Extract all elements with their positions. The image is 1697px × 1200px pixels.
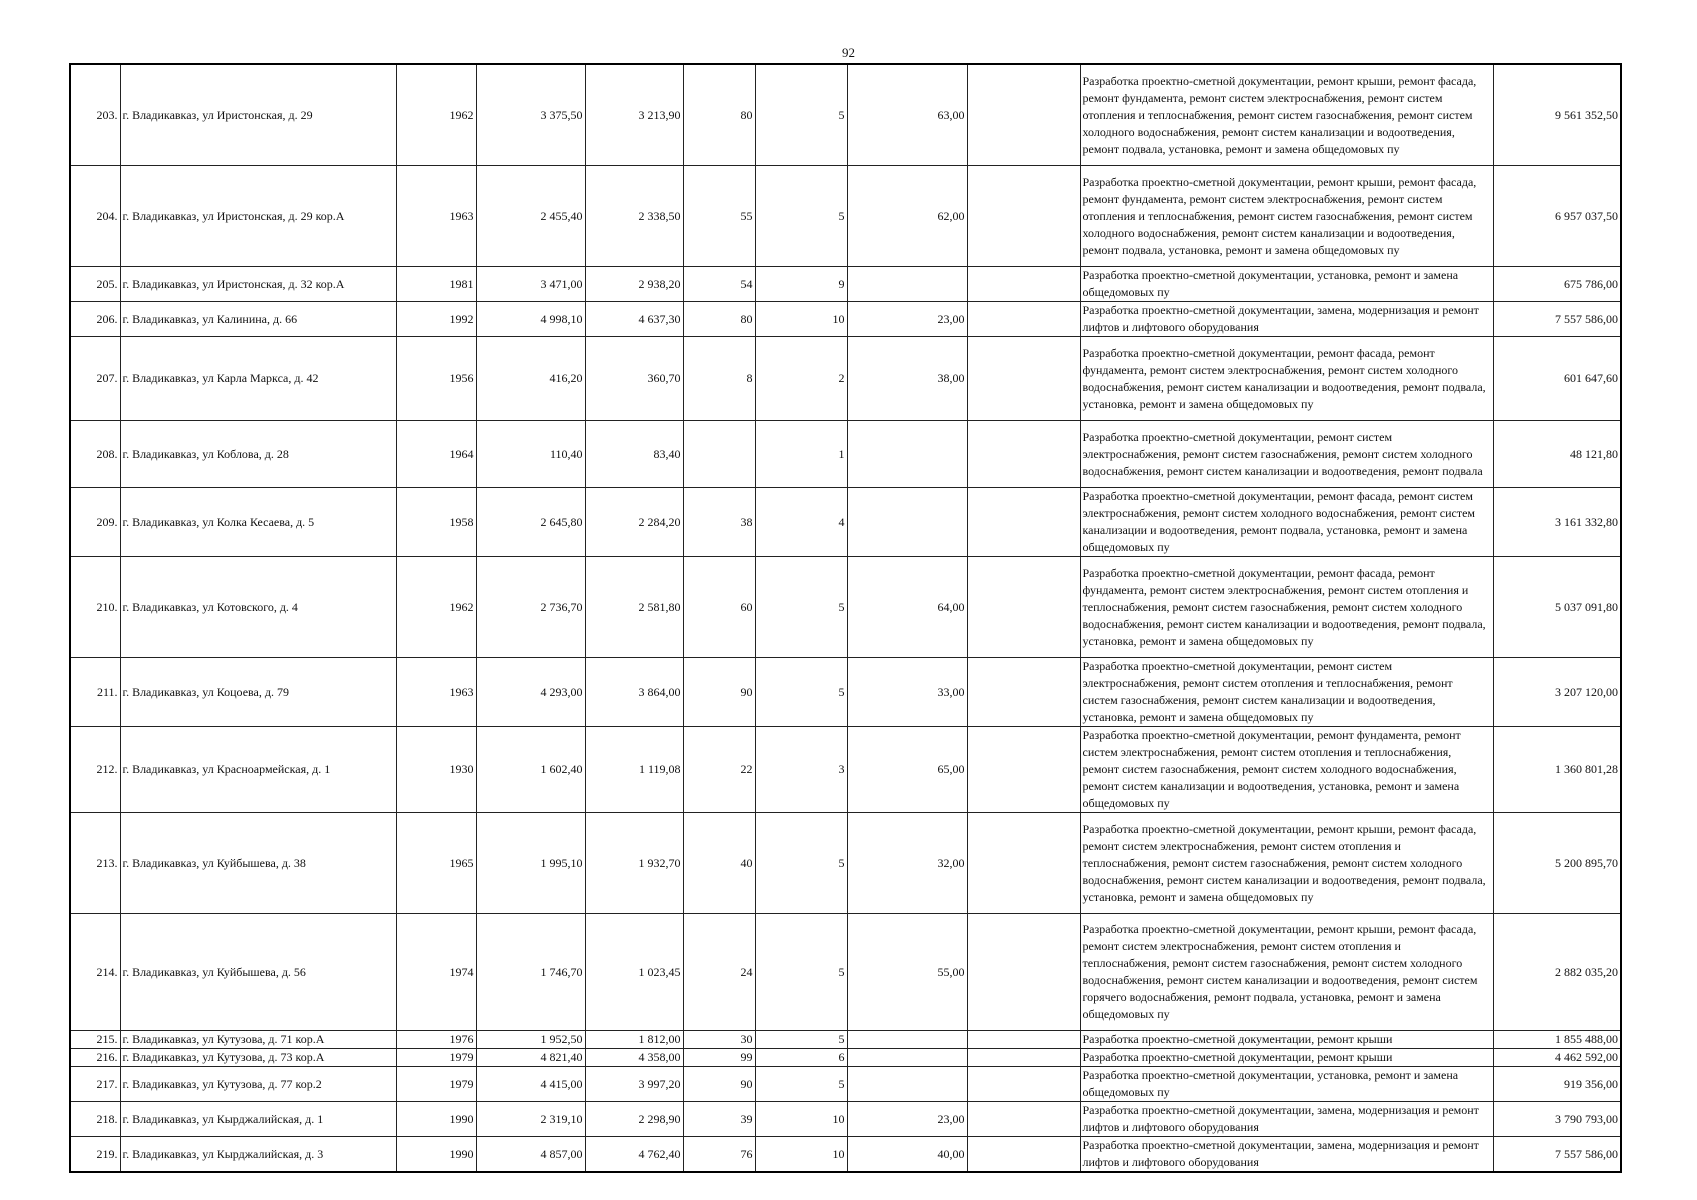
wear-cell: 32,00	[847, 813, 967, 914]
works-cell: Разработка проектно-сметной документации, установка, ремонт и замена общедомовых пу	[1080, 1067, 1493, 1102]
floors-cell: 6	[755, 1049, 847, 1067]
residents-cell: 55	[683, 166, 755, 267]
extra-cell	[967, 337, 1080, 421]
address-cell: г. Владикавказ, ул Красноармейская, д. 1	[120, 727, 396, 813]
table-row	[70, 1102, 1621, 1137]
address-cell: г. Владикавказ, ул Котовского, д. 4	[120, 557, 396, 658]
floors-cell: 5	[755, 557, 847, 658]
extra-cell	[967, 267, 1080, 302]
extra-cell	[967, 64, 1080, 166]
living-area-cell: 3 997,20	[585, 1067, 683, 1102]
row-number: 215.	[70, 1031, 120, 1049]
wear-cell	[847, 1049, 967, 1067]
table-row	[70, 421, 1621, 488]
extra-cell	[967, 1102, 1080, 1137]
living-area-cell: 2 338,50	[585, 166, 683, 267]
address-cell: г. Владикавказ, ул Куйбышева, д. 38	[120, 813, 396, 914]
table-row	[70, 302, 1621, 337]
floors-cell: 9	[755, 267, 847, 302]
extra-cell	[967, 1049, 1080, 1067]
cost-cell: 1 360 801,28	[1493, 727, 1621, 813]
cost-cell: 5 200 895,70	[1493, 813, 1621, 914]
year-cell: 1979	[396, 1067, 476, 1102]
year-cell: 1992	[396, 302, 476, 337]
floors-cell: 1	[755, 421, 847, 488]
works-cell: Разработка проектно-сметной документации, ремонт крыши, ремонт фасада, ремонт фундамента, ремонт систем электроснабжения, ремонт систем отопления и теплоснабжения, ремонт систем газоснабжения, ремонт систем холодного водоснабжения, ремонт систем канализации и водоотведения, ремонт подвала, установка, ремонт и замена общедомовых пу	[1080, 64, 1493, 166]
cost-cell: 1 855 488,00	[1493, 1031, 1621, 1049]
total-area-cell: 4 857,00	[476, 1137, 585, 1173]
year-cell: 1976	[396, 1031, 476, 1049]
wear-cell: 64,00	[847, 557, 967, 658]
year-cell: 1990	[396, 1102, 476, 1137]
extra-cell	[967, 658, 1080, 727]
total-area-cell: 2 645,80	[476, 488, 585, 557]
table-row	[70, 1049, 1621, 1067]
cost-cell: 919 356,00	[1493, 1067, 1621, 1102]
cost-cell: 675 786,00	[1493, 267, 1621, 302]
living-area-cell: 83,40	[585, 421, 683, 488]
year-cell: 1981	[396, 267, 476, 302]
address-cell: г. Владикавказ, ул Кырджалийская, д. 3	[120, 1137, 396, 1173]
extra-cell	[967, 727, 1080, 813]
wear-cell	[847, 488, 967, 557]
table-row	[70, 914, 1621, 1031]
residents-cell	[683, 421, 755, 488]
year-cell: 1958	[396, 488, 476, 557]
wear-cell	[847, 1031, 967, 1049]
residents-cell: 24	[683, 914, 755, 1031]
year-cell: 1930	[396, 727, 476, 813]
living-area-cell: 1 932,70	[585, 813, 683, 914]
total-area-cell: 4 293,00	[476, 658, 585, 727]
works-cell: Разработка проектно-сметной документации, ремонт крыши	[1080, 1031, 1493, 1049]
row-number: 210.	[70, 557, 120, 658]
wear-cell	[847, 421, 967, 488]
living-area-cell: 1 023,45	[585, 914, 683, 1031]
living-area-cell: 2 284,20	[585, 488, 683, 557]
wear-cell: 63,00	[847, 64, 967, 166]
row-number: 217.	[70, 1067, 120, 1102]
wear-cell	[847, 1067, 967, 1102]
living-area-cell: 3 864,00	[585, 658, 683, 727]
total-area-cell: 110,40	[476, 421, 585, 488]
works-cell: Разработка проектно-сметной документации, ремонт систем электроснабжения, ремонт систем отопления и теплоснабжения, ремонт систем газоснабжения, ремонт систем канализации и водоотведения, установка, ремонт и замена общедомовых пу	[1080, 658, 1493, 727]
floors-cell: 5	[755, 64, 847, 166]
table-row	[70, 813, 1621, 914]
floors-cell: 5	[755, 813, 847, 914]
address-cell: г. Владикавказ, ул Иристонская, д. 29	[120, 64, 396, 166]
residents-cell: 80	[683, 302, 755, 337]
residents-cell: 60	[683, 557, 755, 658]
living-area-cell: 2 938,20	[585, 267, 683, 302]
works-cell: Разработка проектно-сметной документации, ремонт фасада, ремонт систем электроснабжения, ремонт систем холодного водоснабжения, ремонт систем канализации и водоотведения, ремонт подвала, установка, ремонт и замена общедомовых пу	[1080, 488, 1493, 557]
living-area-cell: 4 358,00	[585, 1049, 683, 1067]
total-area-cell: 3 471,00	[476, 267, 585, 302]
total-area-cell: 1 952,50	[476, 1031, 585, 1049]
floors-cell: 2	[755, 337, 847, 421]
wear-cell	[847, 267, 967, 302]
address-cell: г. Владикавказ, ул Карла Маркса, д. 42	[120, 337, 396, 421]
cost-cell: 4 462 592,00	[1493, 1049, 1621, 1067]
total-area-cell: 3 375,50	[476, 64, 585, 166]
cost-cell: 2 882 035,20	[1493, 914, 1621, 1031]
residents-cell: 90	[683, 1067, 755, 1102]
housing-repair-table	[69, 63, 1622, 1173]
total-area-cell: 4 998,10	[476, 302, 585, 337]
extra-cell	[967, 421, 1080, 488]
works-cell: Разработка проектно-сметной документации, ремонт фасада, ремонт фундамента, ремонт систем электроснабжения, ремонт систем холодного водоснабжения, ремонт систем канализации и водоотведения, ремонт подвала, установка, ремонт и замена общедомовых пу	[1080, 337, 1493, 421]
year-cell: 1964	[396, 421, 476, 488]
total-area-cell: 2 736,70	[476, 557, 585, 658]
cost-cell: 7 557 586,00	[1493, 302, 1621, 337]
living-area-cell: 2 581,80	[585, 557, 683, 658]
cost-cell: 7 557 586,00	[1493, 1137, 1621, 1173]
total-area-cell: 4 415,00	[476, 1067, 585, 1102]
extra-cell	[967, 488, 1080, 557]
total-area-cell: 2 455,40	[476, 166, 585, 267]
row-number: 204.	[70, 166, 120, 267]
floors-cell: 5	[755, 1067, 847, 1102]
living-area-cell: 1 812,00	[585, 1031, 683, 1049]
extra-cell	[967, 557, 1080, 658]
table-row	[70, 658, 1621, 727]
cost-cell: 5 037 091,80	[1493, 557, 1621, 658]
extra-cell	[967, 914, 1080, 1031]
cost-cell: 3 161 332,80	[1493, 488, 1621, 557]
extra-cell	[967, 813, 1080, 914]
works-cell: Разработка проектно-сметной документации, ремонт крыши, ремонт фасада, ремонт систем электроснабжения, ремонт систем отопления и теплоснабжения, ремонт систем газоснабжения, ремонт систем холодного водоснабжения, ремонт систем канализации и водоотведения, ремонт систем горячего водоснабжения, ремонт подвала, установка, ремонт и замена общедомовых пу	[1080, 914, 1493, 1031]
living-area-cell: 2 298,90	[585, 1102, 683, 1137]
cost-cell: 6 957 037,50	[1493, 166, 1621, 267]
floors-cell: 5	[755, 914, 847, 1031]
residents-cell: 39	[683, 1102, 755, 1137]
cost-cell: 3 207 120,00	[1493, 658, 1621, 727]
year-cell: 1990	[396, 1137, 476, 1173]
extra-cell	[967, 1067, 1080, 1102]
floors-cell: 5	[755, 1031, 847, 1049]
year-cell: 1956	[396, 337, 476, 421]
works-cell: Разработка проектно-сметной документации, ремонт крыши, ремонт фасада, ремонт систем электроснабжения, ремонт систем отопления и теплоснабжения, ремонт систем газоснабжения, ремонт систем холодного водоснабжения, ремонт систем канализации и водоотведения, ремонт подвала, установка, ремонт и замена общедомовых пу	[1080, 813, 1493, 914]
address-cell: г. Владикавказ, ул Кутузова, д. 71 кор.А	[120, 1031, 396, 1049]
row-number: 207.	[70, 337, 120, 421]
total-area-cell: 2 319,10	[476, 1102, 585, 1137]
residents-cell: 54	[683, 267, 755, 302]
living-area-cell: 4 762,40	[585, 1137, 683, 1173]
works-cell: Разработка проектно-сметной документации, ремонт систем электроснабжения, ремонт систем газоснабжения, ремонт систем холодного водоснабжения, ремонт систем канализации и водоотведения, ремонт подвала	[1080, 421, 1493, 488]
cost-cell: 601 647,60	[1493, 337, 1621, 421]
living-area-cell: 4 637,30	[585, 302, 683, 337]
wear-cell: 62,00	[847, 166, 967, 267]
year-cell: 1974	[396, 914, 476, 1031]
works-cell: Разработка проектно-сметной документации, замена, модернизация и ремонт лифтов и лифтового оборудования	[1080, 302, 1493, 337]
table-row	[70, 337, 1621, 421]
address-cell: г. Владикавказ, ул Кутузова, д. 73 кор.А	[120, 1049, 396, 1067]
row-number: 216.	[70, 1049, 120, 1067]
address-cell: г. Владикавказ, ул Иристонская, д. 32 кор.А	[120, 267, 396, 302]
table-row	[70, 488, 1621, 557]
floors-cell: 4	[755, 488, 847, 557]
address-cell: г. Владикавказ, ул Иристонская, д. 29 кор.А	[120, 166, 396, 267]
year-cell: 1979	[396, 1049, 476, 1067]
year-cell: 1962	[396, 64, 476, 166]
works-cell: Разработка проектно-сметной документации, ремонт фасада, ремонт фундамента, ремонт систем электроснабжения, ремонт систем отопления и теплоснабжения, ремонт систем газоснабжения, ремонт систем холодного водоснабжения, ремонт систем канализации и водоотведения, ремонт подвала, установка, ремонт и замена общедомовых пу	[1080, 557, 1493, 658]
wear-cell: 33,00	[847, 658, 967, 727]
address-cell: г. Владикавказ, ул Калинина, д. 66	[120, 302, 396, 337]
residents-cell: 22	[683, 727, 755, 813]
address-cell: г. Владикавказ, ул Коблова, д. 28	[120, 421, 396, 488]
residents-cell: 99	[683, 1049, 755, 1067]
extra-cell	[967, 166, 1080, 267]
wear-cell: 40,00	[847, 1137, 967, 1173]
address-cell: г. Владикавказ, ул Коцоева, д. 79	[120, 658, 396, 727]
table-row	[70, 166, 1621, 267]
table-row	[70, 727, 1621, 813]
table-row	[70, 267, 1621, 302]
total-area-cell: 1 746,70	[476, 914, 585, 1031]
wear-cell: 23,00	[847, 1102, 967, 1137]
residents-cell: 76	[683, 1137, 755, 1173]
table-row	[70, 557, 1621, 658]
row-number: 208.	[70, 421, 120, 488]
works-cell: Разработка проектно-сметной документации, замена, модернизация и ремонт лифтов и лифтового оборудования	[1080, 1102, 1493, 1137]
address-cell: г. Владикавказ, ул Кутузова, д. 77 кор.2	[120, 1067, 396, 1102]
living-area-cell: 3 213,90	[585, 64, 683, 166]
row-number: 214.	[70, 914, 120, 1031]
floors-cell: 10	[755, 302, 847, 337]
extra-cell	[967, 302, 1080, 337]
year-cell: 1965	[396, 813, 476, 914]
living-area-cell: 360,70	[585, 337, 683, 421]
row-number: 209.	[70, 488, 120, 557]
works-cell: Разработка проектно-сметной документации, ремонт крыши, ремонт фасада, ремонт фундамента, ремонт систем электроснабжения, ремонт систем отопления и теплоснабжения, ремонт систем газоснабжения, ремонт систем холодного водоснабжения, ремонт систем канализации и водоотведения, ремонт подвала, установка, ремонт и замена общедомовых пу	[1080, 166, 1493, 267]
total-area-cell: 1 995,10	[476, 813, 585, 914]
total-area-cell: 4 821,40	[476, 1049, 585, 1067]
address-cell: г. Владикавказ, ул Кырджалийская, д. 1	[120, 1102, 396, 1137]
year-cell: 1963	[396, 658, 476, 727]
row-number: 206.	[70, 302, 120, 337]
total-area-cell: 416,20	[476, 337, 585, 421]
table-row	[70, 1137, 1621, 1173]
year-cell: 1962	[396, 557, 476, 658]
cost-cell: 9 561 352,50	[1493, 64, 1621, 166]
residents-cell: 38	[683, 488, 755, 557]
works-cell: Разработка проектно-сметной документации, ремонт фундамента, ремонт систем электроснабжения, ремонт систем отопления и теплоснабжения, ремонт систем газоснабжения, ремонт систем холодного водоснабжения, ремонт систем канализации и водоотведения, установка, ремонт и замена общедомовых пу	[1080, 727, 1493, 813]
works-cell: Разработка проектно-сметной документации, ремонт крыши	[1080, 1049, 1493, 1067]
table-row	[70, 64, 1621, 166]
cost-cell: 48 121,80	[1493, 421, 1621, 488]
page-number: 92	[842, 45, 855, 60]
row-number: 213.	[70, 813, 120, 914]
address-cell: г. Владикавказ, ул Колка Кесаева, д. 5	[120, 488, 396, 557]
works-cell: Разработка проектно-сметной документации, установка, ремонт и замена общедомовых пу	[1080, 267, 1493, 302]
floors-cell: 10	[755, 1137, 847, 1173]
residents-cell: 90	[683, 658, 755, 727]
residents-cell: 40	[683, 813, 755, 914]
wear-cell: 23,00	[847, 302, 967, 337]
floors-cell: 5	[755, 166, 847, 267]
row-number: 203.	[70, 64, 120, 166]
row-number: 218.	[70, 1102, 120, 1137]
year-cell: 1963	[396, 166, 476, 267]
total-area-cell: 1 602,40	[476, 727, 585, 813]
table-row	[70, 1031, 1621, 1049]
wear-cell: 38,00	[847, 337, 967, 421]
address-cell: г. Владикавказ, ул Куйбышева, д. 56	[120, 914, 396, 1031]
row-number: 219.	[70, 1137, 120, 1173]
residents-cell: 8	[683, 337, 755, 421]
floors-cell: 3	[755, 727, 847, 813]
wear-cell: 55,00	[847, 914, 967, 1031]
row-number: 211.	[70, 658, 120, 727]
table-row	[70, 1067, 1621, 1102]
row-number: 212.	[70, 727, 120, 813]
wear-cell: 65,00	[847, 727, 967, 813]
row-number: 205.	[70, 267, 120, 302]
works-cell: Разработка проектно-сметной документации, замена, модернизация и ремонт лифтов и лифтового оборудования	[1080, 1137, 1493, 1173]
floors-cell: 10	[755, 1102, 847, 1137]
cost-cell: 3 790 793,00	[1493, 1102, 1621, 1137]
extra-cell	[967, 1137, 1080, 1173]
extra-cell	[967, 1031, 1080, 1049]
floors-cell: 5	[755, 658, 847, 727]
residents-cell: 30	[683, 1031, 755, 1049]
residents-cell: 80	[683, 64, 755, 166]
living-area-cell: 1 119,08	[585, 727, 683, 813]
